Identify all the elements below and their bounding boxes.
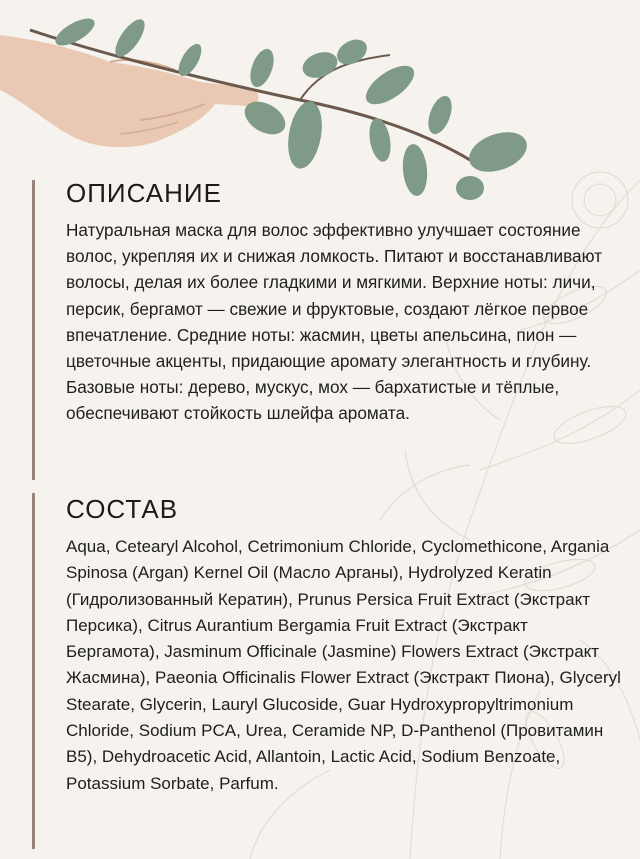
description-accent-bar	[32, 180, 35, 480]
description-text: Натуральная маска для волос эффективно улучшает состояние волос, укрепляя их и снижая ломкость. Питают и восстанавливают волосы, делая их более гладкими и мягкими. Верхние ноты: личи, персик, бергамот — свежие и фруктовые, создают лёгкое первое впечатление. Средние ноты: жасмин, цветы апельсина, пион — цветочные акценты, придающие аромату элегантность и глубину. Базовые ноты: дерево, мускус, мох — бархатистые и тёплые, обеспечивают стойкость шлейфа аромата.	[66, 220, 602, 424]
composition-accent-bar	[32, 493, 35, 849]
description-heading: ОПИСАНИЕ	[66, 178, 222, 208]
composition-heading: СОСТАВ	[66, 494, 179, 524]
composition-text: Aqua, Cetearyl Alcohol, Cetrimonium Chloride, Cyclomethicone, Argania Spinosa (Argan) Kernel Oil (Масло Арганы), Hydrolyzed Keratin (Гидролизованный Кератин), Prunus Persica Fruit Extract (Экстракт Персика), Citrus Aurantium Bergamia Fruit Extract (Экстракт Бергамота), Jasminum Officinale (Jasmine) Flowers Extract (Экстракт Жасмина), Paeonia Officinalis Flower Extract (Экстракт Пиона), Glyceryl Stearate, Glycerin, Lauryl Glucoside, Guar Hydroxypropyltrimonium Chloride, Sodium PCA, Urea, Ceramide NP, D-Panthenol (Провитамин B5), Dehydroacetic Acid, Allantoin, Lactic Acid, Sodium Benzoate, Potassium Sorbate, Parfum.	[66, 537, 621, 793]
